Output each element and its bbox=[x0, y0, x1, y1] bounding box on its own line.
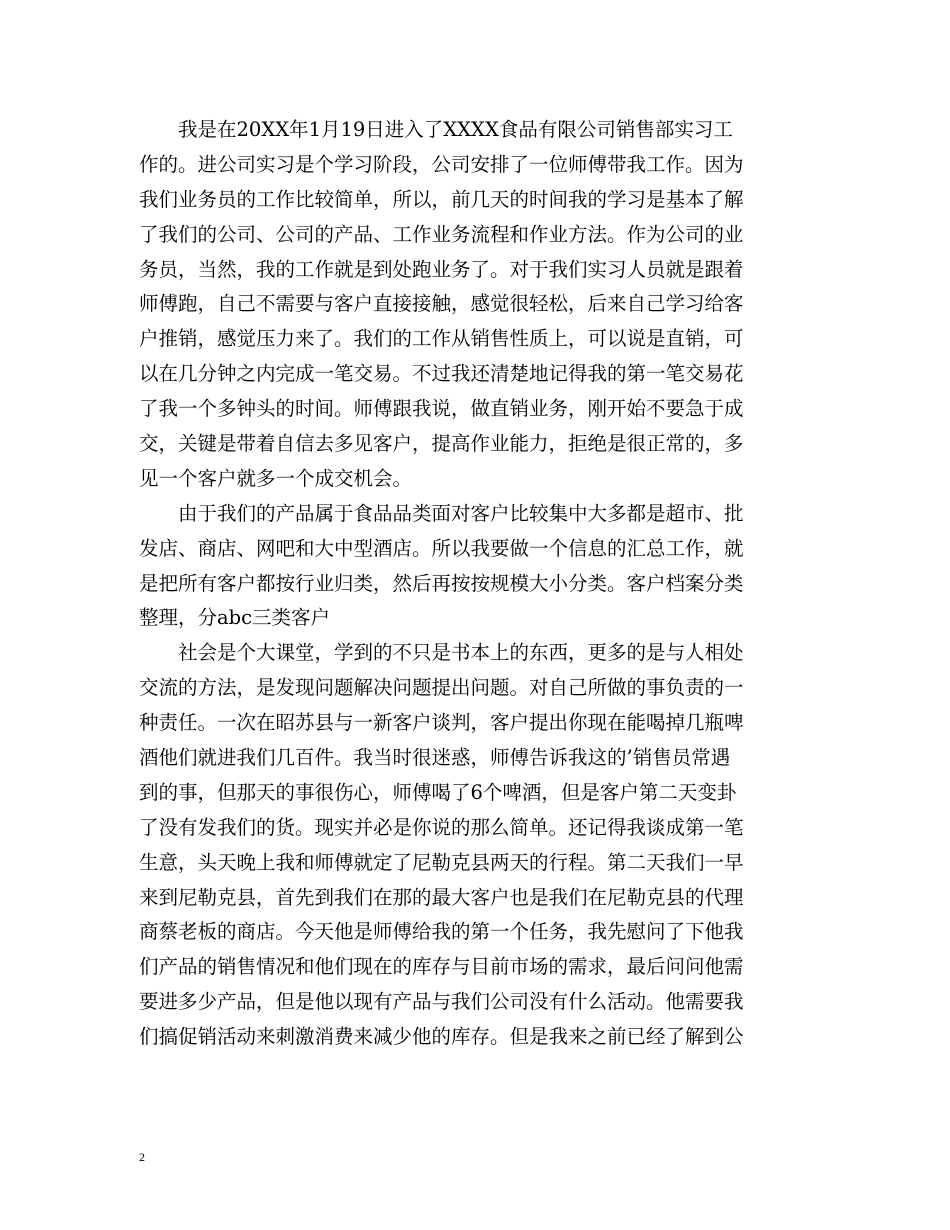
text-line: 我是在20XX年1月19日进入了XXXX食品有限公司销售部实习工 bbox=[178, 118, 733, 141]
text-line: 发店、商店、网吧和大中型酒店。所以我要做一个信息的汇总工作，就 bbox=[139, 536, 744, 560]
text-line: 务员，当然，我的工作就是到处跑业务了。对于我们实习人员就是跟着 bbox=[139, 257, 744, 281]
text-line: 交流的方法，是发现问题解决问题提出问题。对自己所做的事负责的一 bbox=[139, 676, 744, 700]
text-line: 是把所有客户都按行业归类，然后再按按规模大小分类。客户档案分类 bbox=[139, 571, 744, 595]
text-line: 社会是个大课堂，学到的不只是书本上的东西，更多的是与人相处 bbox=[178, 641, 744, 665]
text-line: 了我一个多钟头的时间。师傅跟我说，做直销业务，刚开始不要急于成 bbox=[139, 397, 744, 421]
text-line: 来到尼勒克县，首先到我们在那的最大客户也是我们在尼勒克县的代理 bbox=[139, 885, 744, 909]
text-line: 生意，头天晚上我和师傅就定了尼勒克县两天的行程。第二天我们一早 bbox=[139, 850, 744, 874]
text-line: 师傅跑，自己不需要与客户直接接触，感觉很轻松，后来自己学习给客 bbox=[139, 292, 744, 316]
text-line: 到的事，但那天的事很伤心，师傅喝了6个啤酒，但是客户第二天变卦 bbox=[139, 780, 737, 804]
text-line: 酒他们就进我们几百件。我当时很迷惑，师傅告诉我这的’销售员常遇 bbox=[139, 746, 731, 770]
text-line: 户推销，感觉压力来了。我们的工作从销售性质上，可以说是直销，可 bbox=[139, 327, 744, 351]
text-line: 们产品的销售情况和他们现在的库存与目前市场的需求，最后问问他需 bbox=[139, 955, 744, 979]
text-line: 以在几分钟之内完成一笔交易。不过我还清楚地记得我的第一笔交易花 bbox=[139, 362, 744, 386]
text-line: 整理，分abc三类客户 bbox=[139, 606, 331, 630]
text-line: 商蔡老板的商店。今天他是师傅给我的第一个任务，我先慰问了下他我 bbox=[139, 920, 744, 944]
text-line: 交，关键是带着自信去多见客户，提高作业能力，拒绝是很正常的，多 bbox=[139, 432, 744, 456]
text-line: 了我们的公司、公司的产品、工作业务流程和作业方法。作为公司的业 bbox=[139, 222, 744, 246]
body-text bbox=[139, 113, 815, 1055]
text-line: 见一个客户就多一个成交机会。 bbox=[139, 466, 413, 490]
text-line: 要进多少产品，但是他以现有产品与我们公司没有什么活动。他需要我 bbox=[139, 990, 744, 1014]
text-line: 了没有发我们的货。现实并必是你说的那么简单。还记得我谈成第一笔 bbox=[139, 815, 744, 839]
text-line: 们搞促销活动来刺激消费来减少他的库存。但是我来之前已经了解到公 bbox=[139, 1025, 744, 1049]
paragraph bbox=[139, 497, 815, 637]
text-line: 作的。进公司实习是个学习阶段，公司安排了一位师傅带我工作。因为 bbox=[139, 152, 744, 176]
paragraph bbox=[139, 636, 815, 1055]
paragraph bbox=[139, 113, 815, 497]
text-line: 我们业务员的工作比较简单，所以，前几天的时间我的学习是基本了解 bbox=[139, 187, 744, 211]
page-number: 2 bbox=[139, 1150, 145, 1164]
text-line: 种责任。一次在昭苏县与一新客户谈判，客户提出你现在能喝掉几瓶啤 bbox=[139, 711, 744, 735]
text-line: 由于我们的产品属于食品品类面对客户比较集中大多都是超市、批 bbox=[178, 501, 744, 525]
